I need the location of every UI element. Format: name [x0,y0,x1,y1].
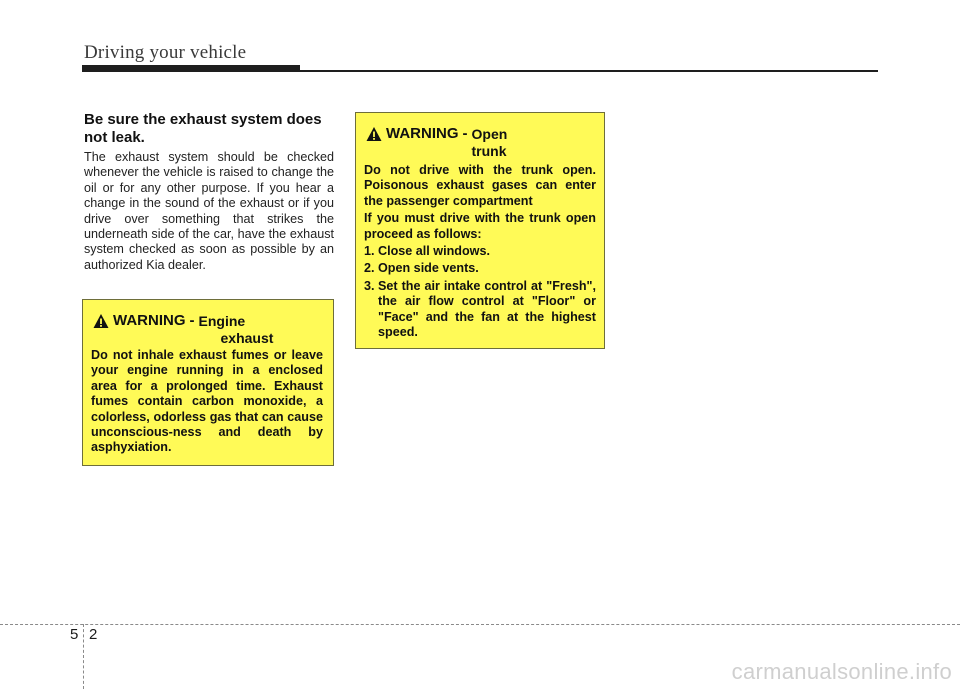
warning-subject-line-1: Open [471,126,508,142]
warning-subject [472,126,508,160]
chapter-number: 5 [70,626,79,643]
header-rule [82,70,878,72]
step-text: Open side vents. [378,261,479,276]
warning-dash: - [462,125,468,142]
page-number: 2 [89,626,98,643]
step-item-2 [364,261,596,276]
warning-subject [199,313,274,347]
warning-paragraph-2: If you must drive with the trunk open proceed as follows: [364,211,596,241]
footer-dashed-rule [0,624,960,625]
warning-label: WARNING [386,125,459,142]
warning-header [366,125,507,160]
warning-box-open-trunk [355,112,605,349]
running-header-title: Driving your vehicle [84,42,247,63]
warning-paragraph-1: Do not drive with the trunk open. Poisonous exhaust gases can enter the passenger compartment [364,163,596,208]
warning-triangle-icon [366,126,382,142]
footer-dashed-divider [83,624,84,689]
section-body: The exhaust system should be checked whenever the vehicle is raised to change the oil or for any other purpose. If you hear a change in the sound of the exhaust or if you drive over something that strikes the underneath side of the car, have the exhaust system checked as soon as possible by an authorized Kia dealer. [84,150,334,272]
warning-subject-line-2: trunk [471,143,507,159]
warning-text: Do not inhale exhaust fumes or leave your engine running in a enclosed area for a prolonged time. Exhaust fumes contain carbon monoxide, a colorless, odorless gas that can cause unconscious-ness and death by asphyxiation. [91,348,323,455]
step-number: 2. [364,261,375,276]
step-number: 1. [364,244,375,259]
watermark-text: carmanualsonline.info [731,659,952,684]
warning-body [364,163,596,340]
step-text: Set the air intake control at "Fresh", the air flow control at "Floor" or "Face" and the fan at the highest speed. [378,278,596,340]
step-number: 3. [364,278,375,293]
warning-box-engine-exhaust [82,299,334,466]
step-item-1 [364,244,596,259]
step-text: Close all windows. [378,244,490,259]
warning-triangle-icon [93,313,109,329]
step-item-3 [364,279,596,341]
warning-subject-line-1: Engine [198,313,246,329]
warning-dash: - [189,312,195,329]
warning-header [93,312,273,347]
warning-subject-line-2: exhaust [220,330,274,346]
section-heading: Be sure the exhaust system does not leak. [84,111,322,146]
warning-label: WARNING [113,312,186,329]
